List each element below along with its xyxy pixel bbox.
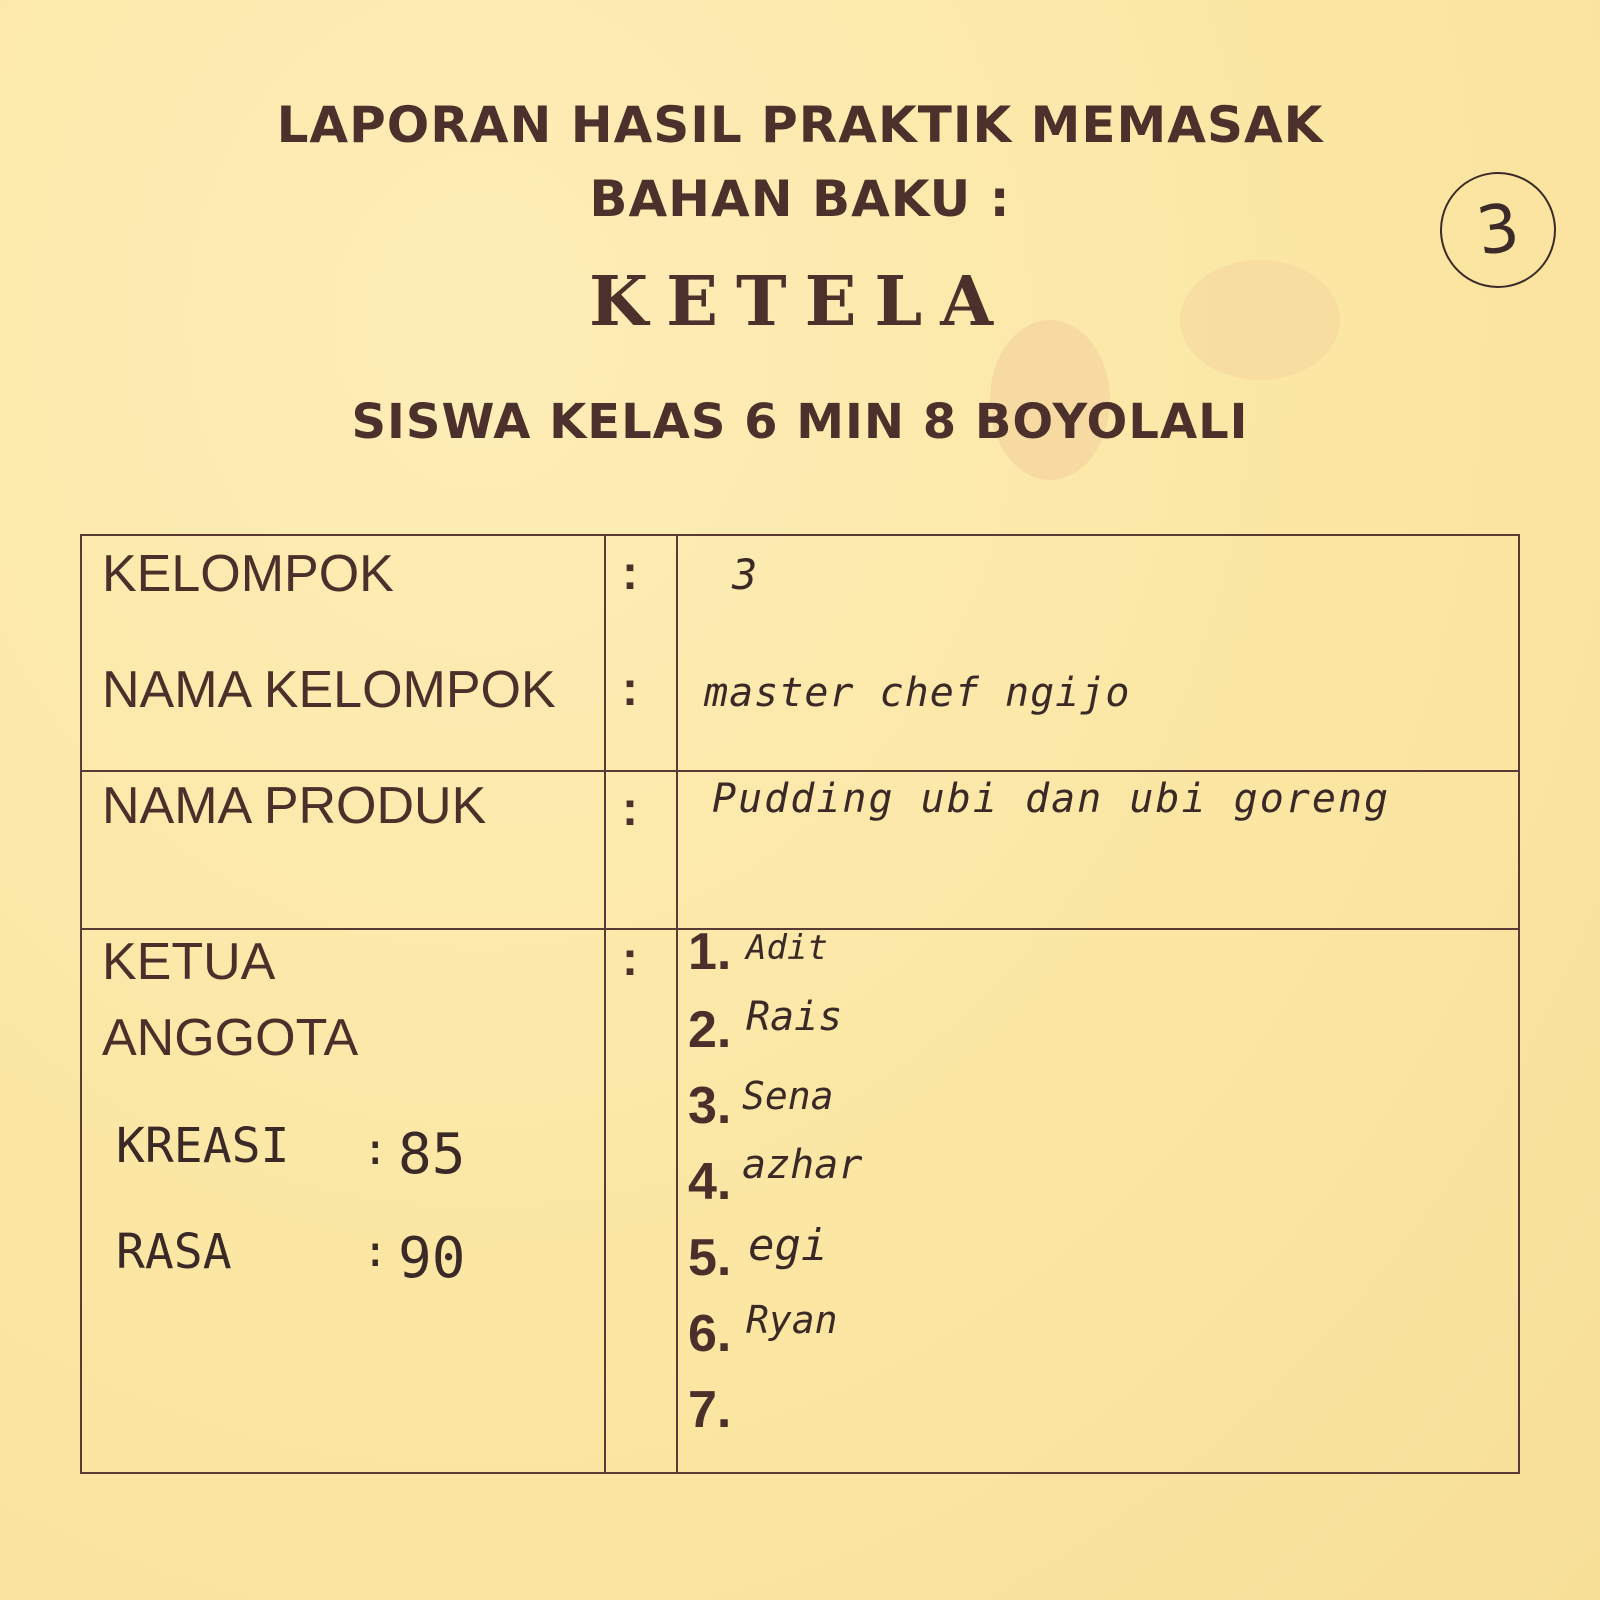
nama-produk-label: NAMA PRODUK [102, 777, 487, 835]
member-name: Rais [746, 994, 843, 1040]
report-form-table [80, 534, 1520, 1474]
members-colon: : [622, 933, 638, 986]
ingredient-title: KETELA [589, 262, 1011, 342]
member-name: Adit [746, 928, 828, 968]
ketua-label: KETUA [102, 933, 276, 991]
rasa-colon: : [362, 1226, 389, 1277]
rasa-score: 90 [398, 1226, 466, 1291]
member-number: 5. [688, 1229, 732, 1287]
kreasi-label: KREASI [116, 1118, 290, 1174]
table-divider [82, 770, 1518, 772]
member-number: 4. [688, 1153, 732, 1211]
nama-produk-colon: : [622, 783, 638, 836]
table-divider [604, 536, 606, 1472]
report-title: LAPORAN HASIL PRAKTIK MEMASAK [276, 96, 1324, 154]
member-number: 2. [688, 1001, 732, 1059]
member-name: Ryan [746, 1298, 838, 1342]
kreasi-colon: : [362, 1124, 389, 1175]
nama-produk-value: Pudding ubi dan ubi goreng [712, 776, 1391, 822]
nama-kelompok-colon: : [622, 663, 638, 716]
table-divider [676, 536, 678, 1472]
member-name: Sena [742, 1074, 834, 1118]
nama-kelompok-label: NAMA KELOMPOK [102, 661, 556, 719]
kelompok-value: 3 [732, 550, 758, 599]
kreasi-score: 85 [398, 1122, 466, 1187]
member-number: 6. [688, 1305, 732, 1363]
member-number: 7. [688, 1381, 732, 1439]
nama-kelompok-value: master chef ngijo [704, 670, 1131, 716]
kelompok-label: KELOMPOK [102, 545, 394, 603]
rasa-label: RASA [116, 1224, 232, 1280]
member-name: egi [748, 1220, 828, 1271]
anggota-label: ANGGOTA [102, 1009, 359, 1067]
class-subtitle: SISWA KELAS 6 MIN 8 BOYOLALI [351, 394, 1249, 450]
member-number: 1. [688, 923, 732, 981]
kelompok-colon: : [622, 547, 638, 600]
member-number: 3. [688, 1077, 732, 1135]
member-name: azhar [742, 1142, 863, 1188]
raw-material-label: BAHAN BAKU : [589, 170, 1011, 228]
circled-group-number: 3 [1432, 164, 1563, 295]
